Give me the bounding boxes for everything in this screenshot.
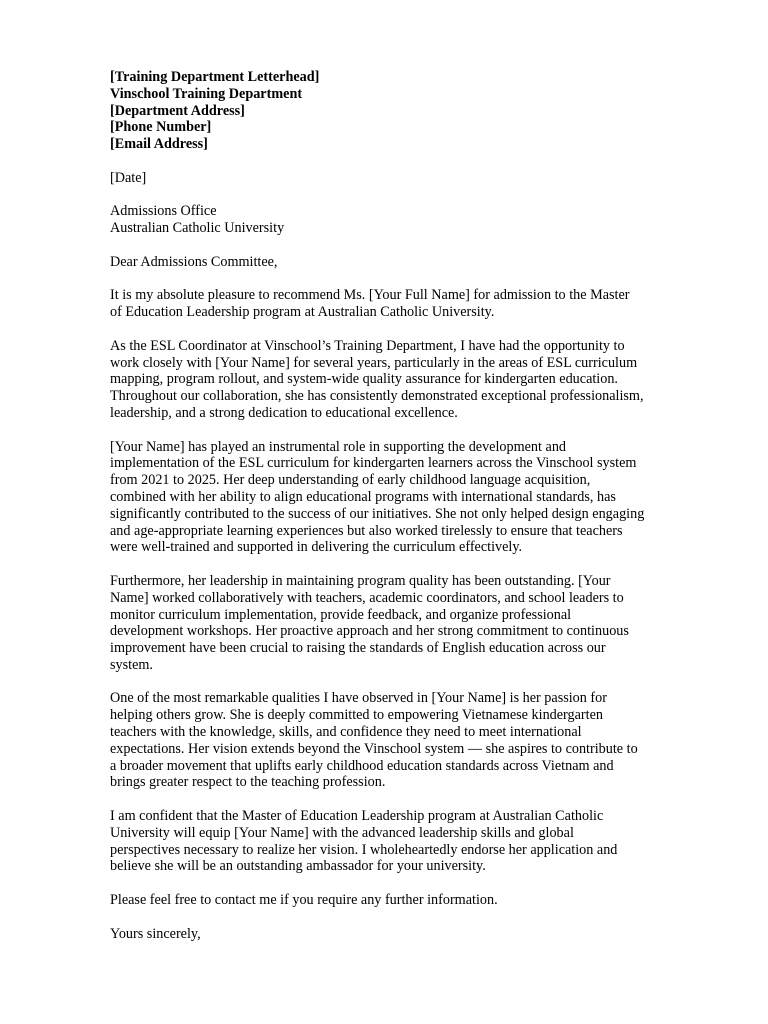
paragraph-line: system. — [110, 656, 153, 673]
paragraph-line: brings greater respect to the teaching profession. — [110, 774, 386, 791]
paragraph-qualities — [110, 690, 700, 791]
department-name: Vinschool Training Department — [110, 85, 303, 102]
paragraph-line: of Education Leadership program at Australian Catholic University. — [110, 304, 495, 321]
closing: Yours sincerely, — [110, 925, 201, 942]
paragraph-line: teachers with the knowledge, skills, and confidence they need to meet international — [110, 724, 582, 741]
paragraph-line: from 2021 to 2025. Her deep understanding of early childhood language acquisition, — [110, 472, 591, 489]
paragraph-line: combined with her ability to align educational programs with international standards, has — [110, 488, 616, 505]
recipient-block — [110, 203, 700, 237]
paragraph-line: improvement have been crucial to raising the standards of English education across our — [110, 640, 606, 657]
paragraph-line: I am confident that the Master of Education Leadership program at Australian Catholic — [110, 808, 604, 825]
paragraph-line: expectations. Her vision extends beyond the Vinschool system — she aspires to contribute to — [110, 740, 638, 757]
paragraph-line: monitor curriculum implementation, provide feedback, and organize professional — [110, 606, 572, 623]
department-address: [Department Address] — [110, 102, 245, 119]
paragraph-role — [110, 338, 700, 422]
paragraph-line: Name] worked collaboratively with teachers, academic coordinators, and school leaders to — [110, 589, 624, 606]
paragraph-line: Please feel free to contact me if you require any further information. — [110, 892, 498, 909]
paragraph-line: helping others grow. She is deeply committed to empowering Vietnamese kindergarten — [110, 707, 603, 724]
paragraph-line: It is my absolute pleasure to recommend Ms. [Your Full Name] for admission to the Master — [110, 287, 630, 304]
recipient-university: Australian Catholic University — [110, 220, 285, 237]
paragraph-contact — [110, 892, 700, 909]
email-address: [Email Address] — [110, 136, 208, 153]
paragraph-line: significantly contributed to the success of our initiatives. She not only helped design engaging — [110, 505, 645, 522]
paragraph-line: perspectives necessary to realize her vision. I wholeheartedly endorse her application and — [110, 841, 618, 858]
paragraph-line: believe she will be an outstanding ambassador for your university. — [110, 858, 486, 875]
date-line: [Date] — [110, 169, 147, 186]
recipient-office: Admissions Office — [110, 203, 217, 220]
letterhead — [110, 69, 700, 153]
paragraph-endorsement — [110, 808, 700, 875]
paragraph-leadership — [110, 573, 700, 674]
paragraph-line: Furthermore, her leadership in maintaining program quality has been outstanding. [Your — [110, 572, 611, 589]
letter-body — [110, 69, 700, 942]
paragraph-line: work closely with [Your Name] for several years, particularly in the areas of ESL curriculum — [110, 354, 638, 371]
paragraph-line: were well-trained and supported in delivering the curriculum effectively. — [110, 539, 523, 556]
paragraph-intro — [110, 287, 700, 321]
letterhead-title: [Training Department Letterhead] — [110, 69, 320, 85]
phone-number: [Phone Number] — [110, 119, 212, 136]
paragraph-line: and age-appropriate learning experiences but also worked tirelessly to ensure that teachers — [110, 522, 623, 539]
paragraph-line: One of the most remarkable qualities I have observed in [Your Name] is her passion for — [110, 690, 607, 707]
paragraph-line: implementation of the ESL curriculum for kindergarten learners across the Vinschool system — [110, 455, 637, 472]
paragraph-line: development workshops. Her proactive approach and her strong commitment to continuous — [110, 623, 629, 640]
paragraph-line: Throughout our collaboration, she has consistently demonstrated exceptional professionalism, — [110, 388, 644, 405]
paragraph-line: [Your Name] has played an instrumental role in supporting the development and — [110, 438, 567, 455]
paragraph-line: leadership, and a strong dedication to educational excellence. — [110, 404, 458, 421]
paragraph-curriculum — [110, 439, 700, 557]
paragraph-line: University will equip [Your Name] with the advanced leadership skills and global — [110, 824, 574, 841]
salutation: Dear Admissions Committee, — [110, 253, 278, 270]
paragraph-line: As the ESL Coordinator at Vinschool’s Training Department, I have had the opportunity to — [110, 337, 625, 354]
paragraph-line: mapping, program rollout, and system-wide quality assurance for kindergarten education. — [110, 371, 618, 388]
paragraph-line: a broader movement that uplifts early childhood education standards across Vietnam and — [110, 757, 614, 774]
